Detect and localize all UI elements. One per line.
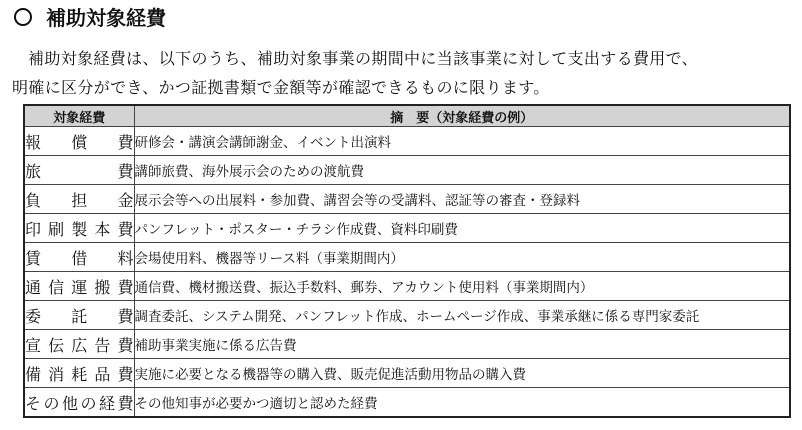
table-header-row	[24, 105, 790, 127]
table-row	[24, 359, 790, 388]
expense-description: その他知事が必要かつ適切と認めた経費	[134, 388, 790, 418]
table-row	[24, 214, 790, 243]
expense-category: 備消耗品費	[24, 359, 134, 388]
expense-category: 通信運搬費	[24, 272, 134, 301]
expense-category: 賃借料	[24, 243, 134, 272]
header-category: 対象経費	[24, 105, 134, 127]
table-row	[24, 272, 790, 301]
expense-description: 実施に必要となる機器等の購入費、販売促進活動用物品の購入費	[134, 359, 790, 388]
expense-category: 旅費	[24, 156, 134, 185]
expense-description: 通信費、機材搬送費、振込手数料、郵券、アカウント使用料（事業期間内）	[134, 272, 790, 301]
expense-category: 委託費	[24, 301, 134, 330]
intro-paragraph-line-2: 明確に区分ができ、かつ証拠書類で金額等が確認できるものに限ります。	[12, 78, 550, 97]
circle-bullet-icon	[14, 8, 32, 26]
table-row	[24, 127, 790, 156]
expense-category: 負担金	[24, 185, 134, 214]
expense-description: 調査委託、システム開発、パンフレット作成、ホームページ作成、事業承継に係る専門家委託	[134, 301, 790, 330]
expense-description: 講師旅費、海外展示会のための渡航費	[134, 156, 790, 185]
table-row	[24, 388, 790, 418]
table-row	[24, 156, 790, 185]
intro-paragraph	[12, 44, 796, 102]
expense-category: 印刷製本費	[24, 214, 134, 243]
expense-table	[23, 104, 791, 418]
section-heading	[14, 3, 166, 33]
table-row	[24, 301, 790, 330]
expense-description: 研修会・講演会講師謝金、イベント出演料	[134, 127, 790, 156]
expense-category: その他の経費	[24, 388, 134, 418]
table-row	[24, 185, 790, 214]
section-heading-text: 補助対象経費	[46, 6, 166, 30]
header-description: 摘 要（対象経費の例）	[134, 105, 790, 127]
table-row	[24, 243, 790, 272]
intro-paragraph-line-1: 補助対象経費は、以下のうち、補助対象事業の期間中に当該事業に対して支出する費用で、	[28, 49, 699, 68]
expense-description: 会場使用料、機器等リース料（事業期間内）	[134, 243, 790, 272]
expense-description: 展示会等への出展料・参加費、講習会等の受講料、認証等の審査・登録料	[134, 185, 790, 214]
expense-description: 補助事業実施に係る広告費	[134, 330, 790, 359]
expense-description: パンフレット・ポスター・チラシ作成費、資料印刷費	[134, 214, 790, 243]
expense-category: 報償費	[24, 127, 134, 156]
expense-category: 宣伝広告費	[24, 330, 134, 359]
table-row	[24, 330, 790, 359]
